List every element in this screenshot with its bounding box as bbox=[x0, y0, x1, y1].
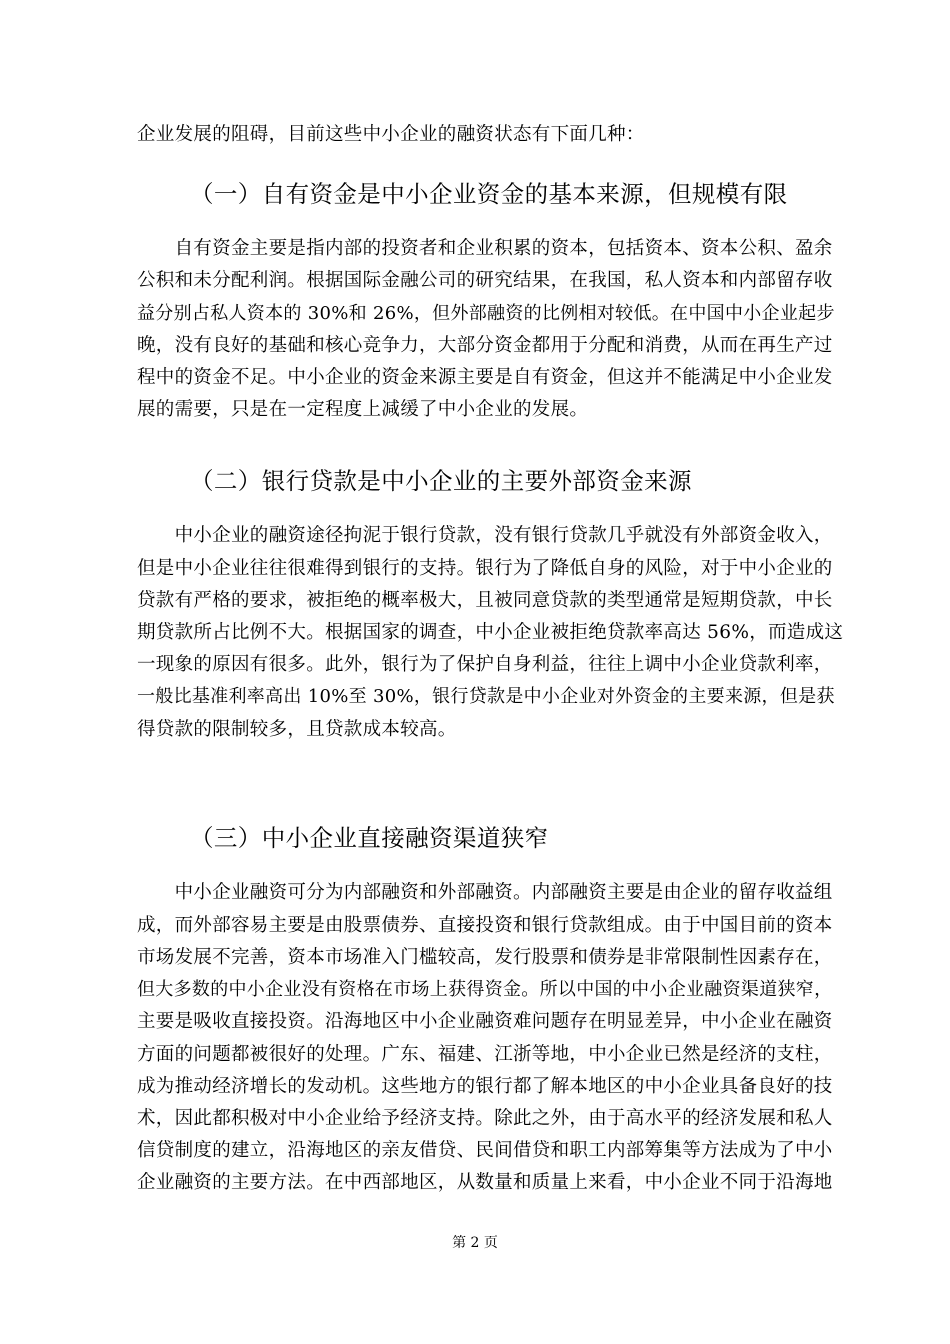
paragraph-line: 一般比基准利率高出 10%至 30%，银行贷款是中小企业对外资金的主要来源，但是获 bbox=[137, 686, 835, 707]
paragraph-line: 成，而外部容易主要是由股票债券、直接投资和银行贷款组成。由于中国目前的资本 bbox=[137, 915, 833, 936]
section-heading-3: （三）中小企业直接融资渠道狭窄 bbox=[190, 824, 549, 852]
section-heading-2: （二）银行贷款是中小企业的主要外部资金来源 bbox=[190, 467, 692, 495]
paragraph-line: 展的需要，只是在一定程度上减缓了中小企业的发展。 bbox=[137, 399, 589, 420]
paragraph-line: 但大多数的中小企业没有资格在市场上获得资金。所以中国的中小企业融资渠道狭窄， bbox=[137, 979, 833, 1000]
paragraph-line: 益分别占私人资本的 30%和 26%，但外部融资的比例相对较低。在中国中小企业起步 bbox=[137, 303, 835, 324]
paragraph-line: 中小企业融资可分为内部融资和外部融资。内部融资主要是由企业的留存收益组 bbox=[137, 882, 833, 903]
paragraph-line: 程中的资金不足。中小企业的资金来源主要是自有资金，但这并不能满足中小企业发 bbox=[137, 367, 833, 388]
paragraph-line: 自有资金主要是指内部的投资者和企业积累的资本，包括资本、资本公积、盈余 bbox=[137, 238, 833, 259]
paragraph-line: 成为推动经济增长的发动机。这些地方的银行都了解本地区的中小企业具备良好的技 bbox=[137, 1076, 833, 1097]
section-heading-1: （一）自有资金是中小企业资金的基本来源，但规模有限 bbox=[190, 180, 788, 208]
paragraph-line: 市场发展不完善，资本市场准入门槛较高，发行股票和债券是非常限制性因素存在， bbox=[137, 947, 833, 968]
paragraph-line: 信贷制度的建立，沿海地区的亲友借贷、民间借贷和职工内部筹集等方法成为了中小 bbox=[137, 1140, 833, 1161]
paragraph-line: 主要是吸收直接投资。沿海地区中小企业融资难问题存在明显差异，中小企业在融资 bbox=[137, 1011, 833, 1032]
page-number: 第 2 页 bbox=[452, 1235, 498, 1251]
paragraph-line: 贷款有严格的要求，被拒绝的概率极大，且被同意贷款的类型通常是短期贷款，中长 bbox=[137, 590, 833, 611]
paragraph-line: 一现象的原因有很多。此外，银行为了保护自身利益，往往上调中小企业贷款利率， bbox=[137, 654, 833, 675]
intro-paragraph-line: 企业发展的阻碍，目前这些中小企业的融资状态有下面几种： bbox=[137, 124, 645, 145]
paragraph-line: 企业融资的主要方法。在中西部地区，从数量和质量上来看，中小企业不同于沿海地 bbox=[137, 1172, 833, 1193]
paragraph-line: 方面的问题都被很好的处理。广东、福建、江浙等地，中小企业已然是经济的支柱， bbox=[137, 1044, 833, 1065]
paragraph-line: 但是中小企业往往很难得到银行的支持。银行为了降低自身的风险，对于中小企业的 bbox=[137, 558, 833, 579]
paragraph-line: 中小企业的融资途径拘泥于银行贷款，没有银行贷款几乎就没有外部资金收入， bbox=[137, 525, 833, 546]
paragraph-line: 晚，没有良好的基础和核心竞争力，大部分资金都用于分配和消费，从而在再生产过 bbox=[137, 335, 833, 356]
paragraph-line: 公积和未分配利润。根据国际金融公司的研究结果，在我国，私人资本和内部留存收 bbox=[137, 270, 833, 291]
paragraph-line: 期贷款所占比例不大。根据国家的调查，中小企业被拒绝贷款率高达 56%，而造成这 bbox=[137, 622, 844, 643]
paragraph-line: 得贷款的限制较多，且贷款成本较高。 bbox=[137, 719, 457, 740]
paragraph-line: 术，因此都积极对中小企业给予经济支持。除此之外，由于高水平的经济发展和私人 bbox=[137, 1108, 833, 1129]
